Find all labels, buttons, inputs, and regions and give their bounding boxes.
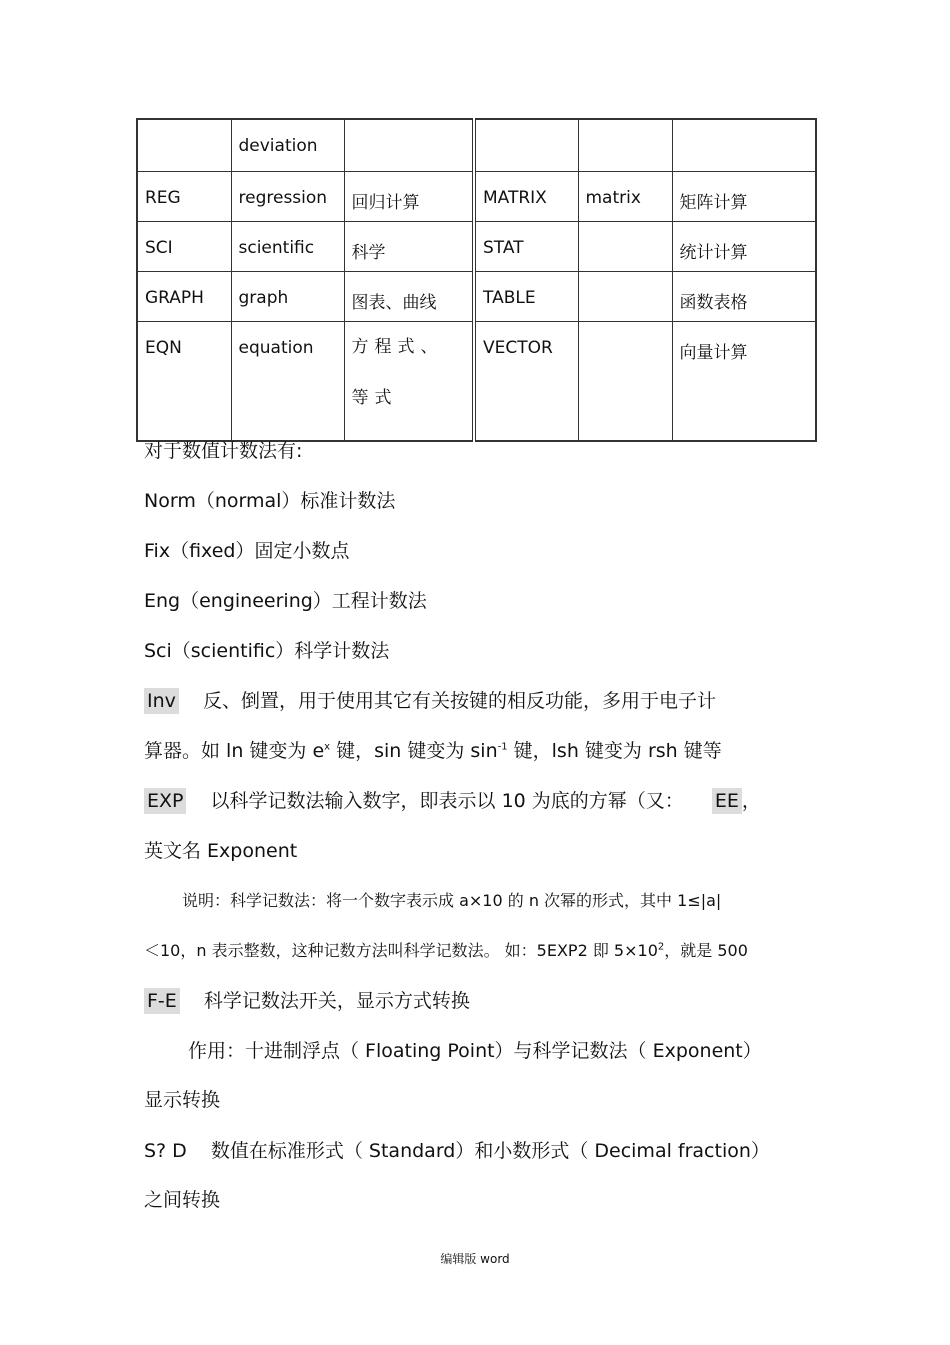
note-line: [144, 938, 748, 961]
table-cell: [578, 221, 672, 271]
key-label: EE: [712, 788, 742, 814]
table-row: [137, 119, 816, 171]
paragraph: [144, 736, 722, 763]
paragraph-text: 算器。如 ln 键变为 e: [144, 740, 325, 762]
table-cell: VECTOR: [474, 321, 578, 441]
table-cell: 函数表格: [672, 271, 816, 321]
paragraph: Norm（normal）标准计数法: [144, 490, 396, 512]
paragraph: [144, 786, 761, 813]
paragraph-text: 键，lsh 键变为 rsh 键等: [507, 740, 722, 762]
paragraph: [144, 686, 716, 713]
paragraph: Sci（scientific）科学计数法: [144, 640, 390, 662]
paragraph: 之间转换: [144, 1189, 221, 1211]
paragraph: 作用：十进制浮点（ Floating Point）与科学记数法（ Exponent）: [188, 1040, 762, 1062]
table-cell: EQN: [137, 321, 231, 441]
table-cell: [578, 271, 672, 321]
table-cell: 矩阵计算: [672, 171, 816, 221]
table-row: [137, 271, 816, 321]
table-row: [137, 221, 816, 271]
paragraph: 显示转换: [144, 1089, 221, 1111]
note-line: 说明：科学记数法：将一个数字表示成 a×10 的 n 次幂的形式，其中 1≤|a|: [182, 891, 722, 910]
table-cell: deviation: [231, 119, 344, 171]
table-cell: equation: [231, 321, 344, 441]
paragraph-text: 数值在标准形式（ Standard）和小数形式（ Decimal fraction）: [210, 1140, 770, 1162]
table-cell: STAT: [474, 221, 578, 271]
paragraph: Eng（engineering）工程计数法: [144, 590, 427, 612]
table-row: [137, 171, 816, 221]
paragraph: Fix（fixed）固定小数点: [144, 540, 350, 562]
table-cell: [344, 321, 474, 441]
paragraph: [144, 986, 470, 1013]
table-row: [137, 321, 816, 441]
paragraph: [144, 1136, 770, 1163]
table-cell: SCI: [137, 221, 231, 271]
paragraph-text: 以科学记数法输入数字，即表示以 10 为底的方幂（又：: [210, 790, 684, 812]
table-cell: 统计计算: [672, 221, 816, 271]
superscript: -1: [497, 741, 508, 753]
key-label: EXP: [144, 788, 186, 814]
table-cell: 回归计算: [344, 171, 474, 221]
table-cell: MATRIX: [474, 171, 578, 221]
paragraph-text: 键，sin 键变为 sin: [330, 740, 498, 762]
paragraph: 英文名 Exponent: [144, 840, 298, 862]
page-footer: 编辑版 word: [440, 1252, 510, 1266]
table-cell: graph: [231, 271, 344, 321]
table-cell: [344, 119, 474, 171]
key-label: S? D: [144, 1140, 187, 1162]
table-cell-text: 方程式、等式: [351, 336, 444, 408]
table-cell: TABLE: [474, 271, 578, 321]
note-text: ，就是 500: [664, 941, 748, 960]
table-cell: [672, 119, 816, 171]
paragraph: 对于数值计数法有:: [144, 440, 303, 462]
superscript: x: [324, 741, 331, 753]
table-cell: [578, 321, 672, 441]
paragraph-text: ，: [741, 790, 761, 812]
table-cell: regression: [231, 171, 344, 221]
table-cell: 科学: [344, 221, 474, 271]
superscript: 2: [657, 941, 665, 953]
paragraph-text: 反、倒置，用于使用其它有关按键的相反功能，多用于电子计: [202, 690, 716, 712]
table-cell: GRAPH: [137, 271, 231, 321]
table-cell: [578, 119, 672, 171]
paragraph-text: 科学记数法开关，显示方式转换: [203, 990, 470, 1012]
table-cell: 向量计算: [672, 321, 816, 441]
table-cell: 图表、曲线: [344, 271, 474, 321]
table-cell: scientific: [231, 221, 344, 271]
table-cell: REG: [137, 171, 231, 221]
key-label: F-E: [144, 988, 180, 1014]
table-cell: [137, 119, 231, 171]
table-cell: matrix: [578, 171, 672, 221]
function-table: [136, 118, 817, 442]
note-text: ＜10，n 表示整数，这种记数方法叫科学记数法。 如：5EXP2 即 5×10: [144, 941, 658, 960]
key-label: Inv: [144, 688, 179, 714]
table-cell: [474, 119, 578, 171]
